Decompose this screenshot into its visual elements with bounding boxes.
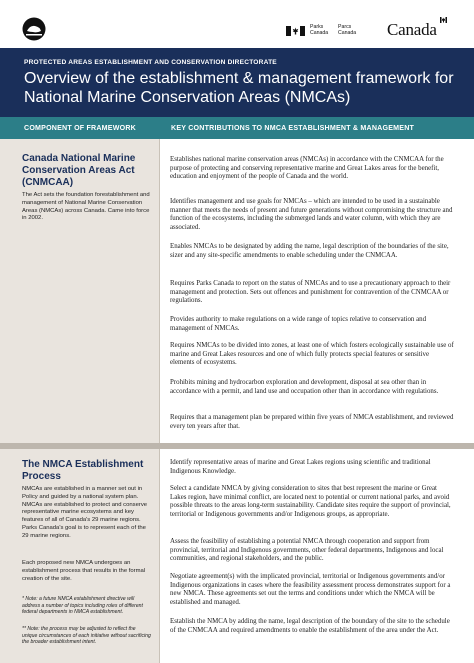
section1-item: Requires Parks Canada to report on the status of NMCAs and to use a precautionary approach to their management and protection. Sets out offences and punishment for contravention of the CNMCAA or regulations. [170, 280, 451, 304]
section1-item: Requires that a management plan be prepared within five years of NMCA establishment, and reviewed every ten years after that. [170, 414, 454, 430]
canada-wordmark: Canada [387, 20, 437, 39]
section2-item: Establish the NMCA by adding the name, legal description of the boundary of the site to the schedule of the CNMCAA and required amendments to enable the establishment of the area under the Act. [170, 618, 450, 634]
section1-item: Provides authority to make regulations on a wide range of topics relative to conservation and management of NMCAs. [170, 316, 427, 332]
page-title: Overview of the establishment & management framework for National Marine Conservation Areas (NMCAs) [24, 70, 454, 106]
section1-item: Establishes national marine conservation areas (NMCAs) in accordance with the CNMCAA for the purpose of protecting and conserving representative marine and Great Lakes areas for the benefit, education and enjoyment of the people of Canada and the world. [170, 156, 444, 180]
top-header [0, 0, 474, 48]
section2-item: Assess the feasibility of establishing a potential NMCA through cooperation and support from provincial, territorial and Indigenous governments, other federal departments, Indigenous and local communities, and regional stakeholders, and the public. [170, 538, 444, 562]
column-header-component: COMPONENT OF FRAMEWORK [24, 124, 136, 132]
directorate-label: PROTECTED AREAS ESTABLISHMENT AND CONSERVATION DIRECTORATE [24, 59, 277, 66]
section2-description: NMCAs are established in a manner set out in Policy and guided by a national system plan. NMCAs are established to protect and conserve representative marine ecosystems and key features of all of Canada's 29 marine regions. Parks Canada's goal is to represent each of the 29 marine regions. [22, 486, 148, 539]
section1-item: Prohibits mining and hydrocarbon exploration and development, disposal at sea other than in accordance with a permit, and land use and occupation other than in accordance with regulations. [170, 379, 439, 395]
parks-canada-beaver-logo [22, 17, 46, 41]
parcs-canada-fr-text: Parcs Canada [338, 24, 357, 36]
parks-canada-en-text: Parks Canada [310, 24, 329, 36]
section1-item: Identifies management and use goals for NMCAs – which are intended to be used in a sustainable manner that meets the needs of present and future generations without compromising the structure and function of the ecosystems, including the submerged lands and water column, with which they are associated. [170, 198, 453, 231]
column-divider [159, 139, 160, 663]
section1-title: Canada National Marine Conservation Areas Act (CNMCAA) [22, 153, 136, 188]
section2-item: Select a candidate NMCA by giving consideration to sites that best represent the marine or Great Lakes region, have minimal conflict, are located next to potential or current national parks, and avoid possible threats to the areas long-term sustainability. Candidate sites require the support of provincial, territorial or Indigenous governments and/or Indigenous groups, as appropriate. [170, 485, 451, 518]
section1-description: The Act sets the foundation forestablishment and management of National Marine Conservation Areas (NMCAs) across Canada. Came into force in 2002. [22, 192, 150, 222]
section1-item: Enables NMCAs to be designated by adding the name, legal description of the boundaries of the site, sizer and any site-specific amendments to enable scheduling under the CNMCAA. [170, 243, 449, 259]
section2-title: The NMCA Establishment Process [22, 459, 144, 482]
column-header-contributions: KEY CONTRIBUTIONS TO NMCA ESTABLISHMENT & MANAGEMENT [171, 124, 415, 132]
section2-note-2: ** Note: the process may be adjusted to reflect the unique circumstances of each initiative without sacrificing the broader establishment intent. [22, 626, 151, 645]
section2-note: * Note: a future NMCA establishment directive will address a number of topics including roles of different federal departments in NMCA establishment. [22, 596, 143, 615]
section-divider [0, 443, 474, 449]
canada-flag-icon [286, 26, 305, 36]
section1-item: Requires NMCAs to be divided into zones, at least one of which fosters ecologically sustainable use of marine and Great Lakes resources and one of which fully protects special features or sensitive elements of ecosystems. [170, 342, 454, 366]
wordmark-flag-icon [440, 17, 447, 23]
section2-item: Identify representative areas of marine and Great Lakes regions using scientific and traditional Indigenous Knowledge. [170, 459, 431, 475]
section2-item: Negotiate agreement(s) with the implicated provincial, territorial or Indigenous governments and/or Indigenous organizations in cases where the feasibility assessment process demonstrates support for a new NMCA. These agreements set out the terms and conditions under which the NMCA will be established and managed. [170, 573, 451, 606]
section2-description-2: Each proposed new NMCA undergoes an establishment process that results in the formal creation of the site. [22, 560, 146, 582]
